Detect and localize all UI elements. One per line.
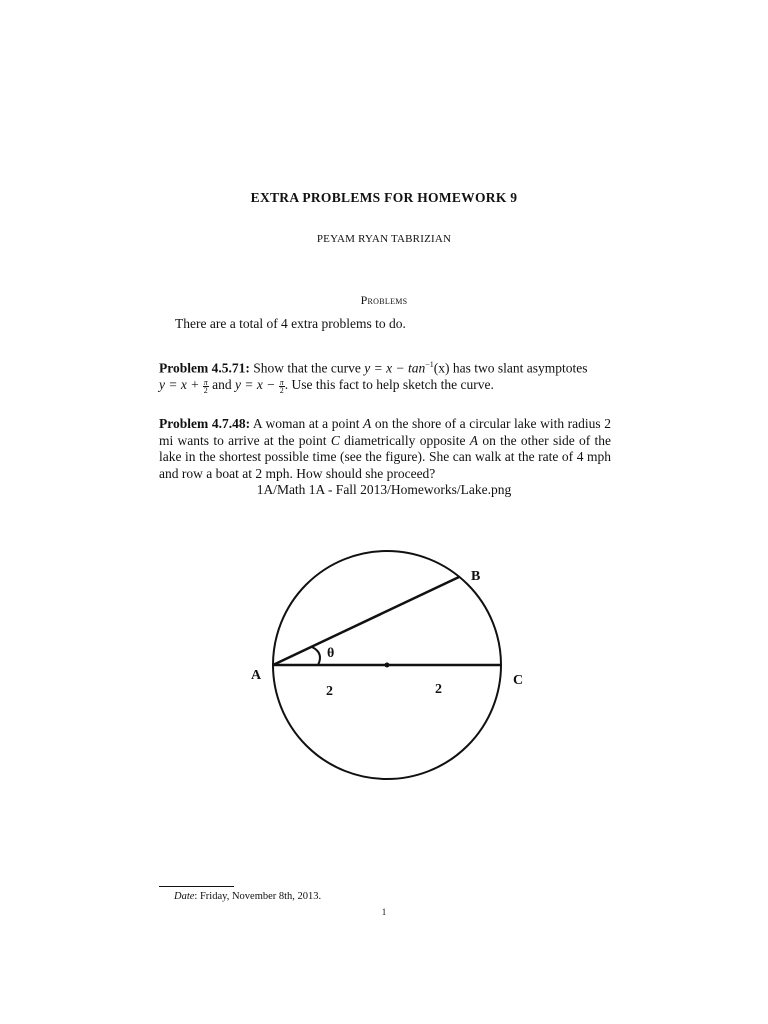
problem-2-label: Problem 4.7.48: [159, 416, 251, 431]
pi-over-two-2: $\frac{\pi}{2}$ [279, 378, 284, 395]
point-c-label: C [513, 673, 524, 688]
footnote-rule [159, 886, 234, 887]
problem-2-var-a: A [363, 416, 372, 431]
problem-2 [159, 416, 611, 482]
problem-2-text-a: A woman at a point [252, 416, 360, 431]
footnote-text: : Friday, November 8th, 2013. [194, 891, 322, 902]
theta-label: θ [327, 646, 335, 661]
asymptote-2: y = x − [234, 377, 276, 392]
page-number: 1 [381, 907, 387, 917]
problem-1-text-a: Show that the curve [253, 360, 361, 376]
lake-figure [230, 545, 550, 825]
section-heading: Problems [360, 293, 408, 307]
problem-1-text-c: . Use this fact to help sketch the curve. [284, 377, 494, 392]
problem-1-label: Problem 4.5.71: [159, 360, 250, 376]
pi-over-two-1: $\frac{\pi}{2}$ [203, 378, 208, 395]
radius-left-label: 2 [326, 684, 333, 699]
problem-2-var-c: C [330, 432, 340, 448]
problem-1 [159, 357, 611, 394]
problem-2-var-a2: A [469, 432, 479, 448]
footnote-label: Date [174, 891, 195, 902]
radius-right-label: 2 [435, 682, 442, 697]
problem-2-text-d: on the other side of the lake in the shortest possible time (see the figure). She can walk at the rate of 4 mph and row a boat at 2 mph. How should she proceed? [159, 432, 612, 481]
point-b-label: B [471, 569, 481, 584]
footnote [174, 891, 321, 902]
asymptote-1: y = x + [159, 377, 200, 392]
theta-arc [312, 647, 320, 665]
point-a-label: A [251, 668, 262, 683]
problem-1-exponent: −1 [425, 360, 434, 369]
problem-2-text-c: diametrically opposite [344, 432, 466, 448]
problem-1-text-b: has two slant asymptotes [452, 360, 588, 376]
problem-2-text-b: on the shore of a circular lake with radius 2 mi wants to arrive at the point [159, 416, 611, 448]
author-name: PEYAM RYAN TABRIZIAN [316, 233, 452, 245]
paper-title: EXTRA PROBLEMS FOR HOMEWORK 9 [250, 190, 518, 205]
problem-1-equation: y = x − tan [364, 360, 426, 376]
center-dot [385, 663, 390, 668]
intro-text: There are a total of 4 extra problems to do. [175, 316, 406, 331]
problem-1-and: and [212, 377, 232, 392]
problem-1-equation-tail: (x) [433, 360, 450, 376]
figure-path: 1A/Math 1A - Fall 2013/Homeworks/Lake.png [256, 482, 512, 497]
